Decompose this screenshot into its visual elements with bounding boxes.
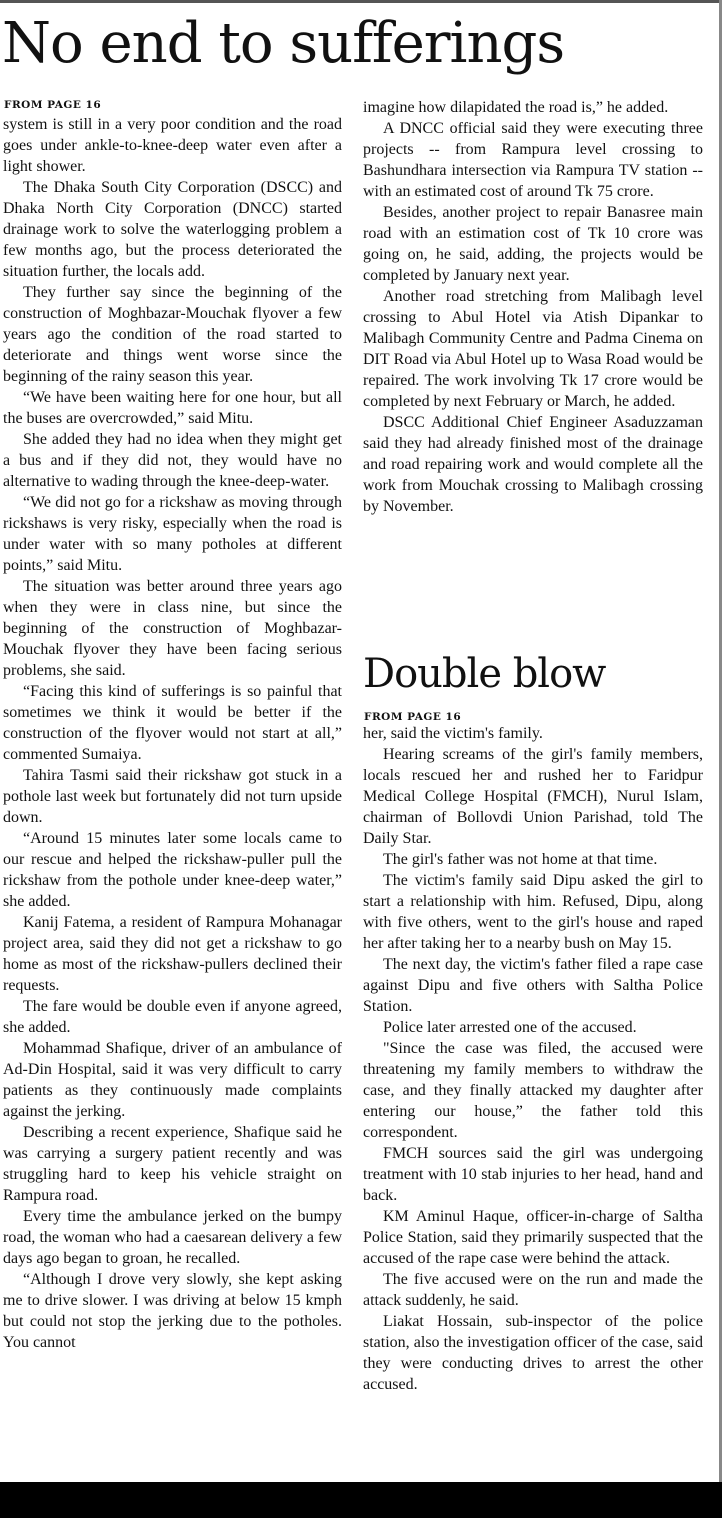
paragraph: A DNCC official said they were executing three projects -- from Rampura level crossing to Bashundhara intersection via Rampura TV station -- with an estimated cost of around Tk 75 crore. (363, 120, 703, 200)
paragraph: “Around 15 minutes later some locals came to our rescue and helped the rickshaw-puller pull the rickshaw from the pothole under knee-deep water,” she added. (3, 830, 342, 910)
headline-no-end-to-sufferings: No end to sufferings (2, 11, 565, 76)
paragraph: “We have been waiting here for one hour, but all the buses are overcrowded,” said Mitu. (3, 389, 342, 427)
paragraph: "Since the case was filed, the accused were threatening my family members to withdraw the case, and they finally attacked my daughter after entering our house,” the father told this correspondent. (363, 1040, 703, 1141)
paragraph: They further say since the beginning of the construction of Moghbazar-Mouchak flyover a few years ago the condition of the road started to deteriorate and things went worse since the beginning of the rainy season this year. (3, 284, 342, 385)
paragraph: The five accused were on the run and made the attack suddenly, he said. (363, 1271, 703, 1309)
paragraph: Besides, another project to repair Banasree main road with an estimation cost of Tk 10 crore was going on, he said, adding, the projects would be completed by January next year. (363, 204, 703, 284)
paragraph: The situation was better around three years ago when they were in class nine, but since the beginning of the construction of Moghbazar-Mouchak flyover they have been facing serious problems, she said. (3, 578, 342, 679)
paragraph: “Although I drove very slowly, she kept asking me to drive slower. I was driving at below 15 kmph but could not stop the jerking due to the potholes. You cannot (3, 1271, 342, 1351)
paragraph: Kanij Fatema, a resident of Rampura Mohanagar project area, said they did not get a rickshaw to go home as most of the rickshaw-pullers declined their requests. (3, 914, 342, 994)
paragraph: Every time the ambulance jerked on the bumpy road, the woman who had a caesarean delivery a few days ago began to groan, he recalled. (3, 1208, 342, 1267)
paragraph: She added they had no idea when they might get a bus and if they did not, they would have no alternative to wading through the knee-deep-water. (3, 431, 342, 490)
article2-column (363, 723, 703, 1481)
paragraph: KM Aminul Haque, officer-in-charge of Saltha Police Station, said they primarily suspected that the accused of the rape case were behind the attack. (363, 1208, 703, 1267)
paragraph: her, said the victim's family. (363, 725, 543, 742)
paragraph: Another road stretching from Malibagh level crossing to Abul Hotel via Atish Dipankar to Malibagh Community Centre and Padma Cinema on DIT Road via Abul Hotel up to Wasa Road would be repaired. The work involving Tk 17 crore would be completed by next February or March, he added. (363, 288, 703, 410)
paragraph: The fare would be double even if anyone agreed, she added. (3, 998, 342, 1036)
paragraph: The Dhaka South City Corporation (DSCC) and Dhaka North City Corporation (DNCC) started drainage work to solve the waterlogging problem a few months ago, but the process deteriorated the situation further, the locals add. (3, 179, 342, 280)
paragraph: “Facing this kind of sufferings is so painful that sometimes we think it would be better if the construction of the flyover would not start at all,” commented Sumaiya. (3, 683, 342, 763)
paragraph: The victim's family said Dipu asked the girl to start a relationship with him. Refused, Dipu, along with five others, went to the girl's house and raped her after taking her to a nearby bush on May 15. (363, 872, 703, 952)
paragraph: The next day, the victim's father filed a rape case against Dipu and five others with Saltha Police Station. (363, 956, 703, 1015)
kicker-from-page-16-article2: FROM PAGE 16 (364, 711, 462, 723)
paragraph: Tahira Tasmi said their rickshaw got stuck in a pothole last week but fortunately did not turn upside down. (3, 767, 342, 826)
kicker-from-page-16-article1: FROM PAGE 16 (4, 99, 102, 111)
article1-column-right (363, 97, 703, 645)
paragraph: “We did not go for a rickshaw as moving through rickshaws is very risky, especially when the road is under water with so many potholes at different points,” said Mitu. (3, 494, 342, 574)
paragraph: Hearing screams of the girl's family members, locals rescued her and rushed her to Faridpur Medical College Hospital (FMCH), Nurul Islam, chairman of Bollovdi Union Parishad, told The Daily Star. (363, 746, 703, 847)
paragraph: The girl's father was not home at that time. (383, 851, 658, 868)
headline-double-blow: Double blow (363, 651, 606, 697)
article1-column-left (3, 114, 342, 1480)
scan-bottom-bar (0, 1482, 722, 1518)
paragraph: FMCH sources said the girl was undergoing treatment with 10 stab injuries to her head, hand and back. (363, 1145, 703, 1204)
paragraph: Mohammad Shafique, driver of an ambulance of Ad-Din Hospital, said it was very difficult to carry patients as they continuously made complaints against the jerking. (3, 1040, 342, 1120)
paragraph: Police later arrested one of the accused. (383, 1019, 637, 1036)
paragraph: Describing a recent experience, Shafique said he was carrying a surgery patient recently and was struggling hard to keep his vehicle straight on Rampura road. (3, 1124, 342, 1204)
paragraph: DSCC Additional Chief Engineer Asaduzzaman said they had already finished most of the drainage and road repairing work and would complete all the work from Mouchak crossing to Malibagh crossing by November. (363, 414, 703, 515)
paragraph: Liakat Hossain, sub-inspector of the police station, also the investigation officer of the case, said they were conducting drives to arrest the other accused. (363, 1313, 703, 1393)
paragraph: imagine how dilapidated the road is,” he added. (363, 99, 669, 116)
paragraph: system is still in a very poor condition and the road goes under ankle-to-knee-deep water even after a light shower. (3, 116, 342, 175)
page-top-border (0, 0, 722, 3)
